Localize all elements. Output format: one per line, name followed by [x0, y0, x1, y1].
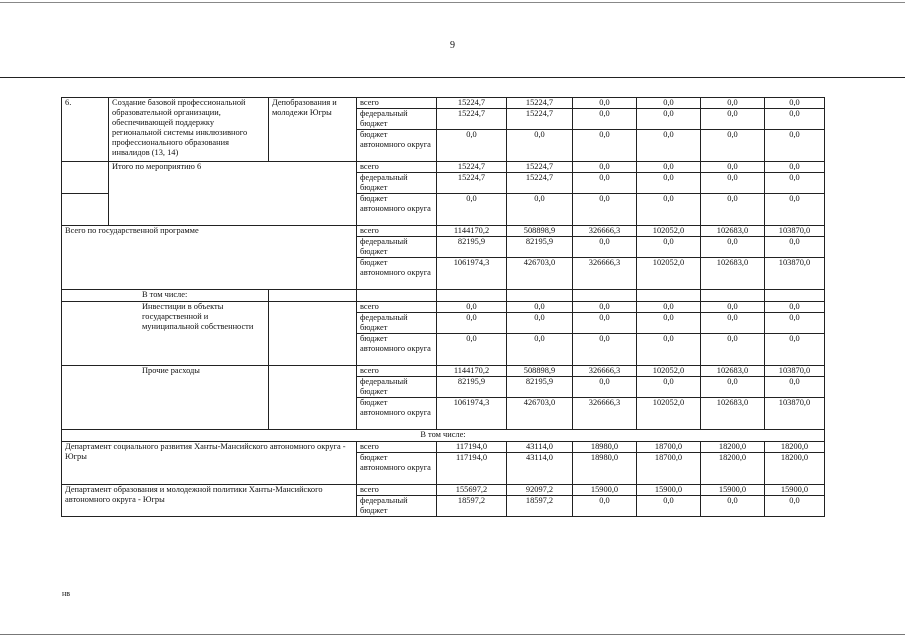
activity-executor: Депобразования и молодежи Югры: [269, 98, 357, 162]
value-cell: 0,0: [573, 162, 637, 173]
value-cell: 0,0: [437, 313, 507, 334]
value-cell: 0,0: [765, 173, 825, 194]
value-cell: 102683,0: [701, 258, 765, 290]
value-cell: 326666,3: [573, 366, 637, 377]
table-row: [62, 290, 825, 302]
value-cell: 0,0: [637, 334, 701, 366]
value-cell: 102052,0: [637, 226, 701, 237]
page-number: 9: [450, 40, 455, 51]
blank-cell: [357, 290, 437, 302]
value-cell: 0,0: [437, 302, 507, 313]
value-cell: 0,0: [765, 194, 825, 226]
value-cell: 1144170,2: [437, 226, 507, 237]
value-cell: 15224,7: [507, 173, 573, 194]
value-cell: 0,0: [765, 98, 825, 109]
value-cell: 102052,0: [637, 258, 701, 290]
value-cell: 102683,0: [701, 226, 765, 237]
kind-district: бюджет автономного округа: [357, 453, 437, 485]
value-cell: 0,0: [437, 130, 507, 162]
value-cell: 0,0: [437, 334, 507, 366]
value-cell: 18200,0: [701, 453, 765, 485]
blank-cell: [62, 162, 109, 173]
value-cell: 426703,0: [507, 258, 573, 290]
kind-federal: федеральный бюджет: [357, 313, 437, 334]
value-cell: 0,0: [573, 302, 637, 313]
footer-mark: нв: [62, 589, 71, 598]
including-label: В том числе:: [62, 430, 825, 442]
blank-cell: [573, 290, 637, 302]
header-rule: [0, 77, 905, 78]
kind-total: всего: [357, 98, 437, 109]
value-cell: 15900,0: [765, 485, 825, 496]
blank-cell: [269, 302, 357, 366]
value-cell: 0,0: [573, 496, 637, 517]
value-cell: 0,0: [701, 334, 765, 366]
value-cell: 103870,0: [765, 226, 825, 237]
value-cell: 326666,3: [573, 398, 637, 430]
kind-federal: федеральный бюджет: [357, 377, 437, 398]
kind-district: бюджет автономного округа: [357, 258, 437, 290]
value-cell: 15224,7: [507, 162, 573, 173]
value-cell: 0,0: [507, 302, 573, 313]
value-cell: 1061974,3: [437, 258, 507, 290]
value-cell: 18700,0: [637, 442, 701, 453]
including-label: [62, 290, 269, 302]
value-cell: 0,0: [637, 237, 701, 258]
blank-cell: [437, 290, 507, 302]
value-cell: 82195,9: [507, 377, 573, 398]
other-label: Прочие расходы: [142, 366, 200, 375]
value-cell: 0,0: [765, 237, 825, 258]
kind-district: бюджет автономного округа: [357, 398, 437, 430]
value-cell: 0,0: [637, 109, 701, 130]
value-cell: 0,0: [573, 237, 637, 258]
kind-total: всего: [357, 366, 437, 377]
value-cell: 0,0: [507, 313, 573, 334]
kind-total: всего: [357, 485, 437, 496]
including-text: В том числе:: [142, 290, 188, 299]
table-row: [62, 302, 825, 313]
table-row: [62, 485, 825, 496]
value-cell: 102683,0: [701, 366, 765, 377]
dept-social-label: Департамент социального развития Ханты-Мансийского автономного округа - Югры: [62, 442, 357, 485]
value-cell: 0,0: [701, 173, 765, 194]
value-cell: 15900,0: [573, 485, 637, 496]
blank-cell: [269, 290, 357, 302]
value-cell: 0,0: [637, 194, 701, 226]
program-total-label: Всего по государственной программе: [62, 226, 357, 290]
value-cell: 0,0: [507, 194, 573, 226]
value-cell: 0,0: [573, 109, 637, 130]
value-cell: 508898,9: [507, 226, 573, 237]
value-cell: 0,0: [765, 334, 825, 366]
scan-edge-bottom: [0, 634, 905, 635]
blank-cell: [62, 194, 109, 226]
value-cell: 82195,9: [437, 237, 507, 258]
kind-federal: федеральный бюджет: [357, 496, 437, 517]
value-cell: 43114,0: [507, 453, 573, 485]
value-cell: 0,0: [701, 496, 765, 517]
value-cell: 0,0: [637, 162, 701, 173]
value-cell: 0,0: [507, 130, 573, 162]
value-cell: 18597,2: [507, 496, 573, 517]
table-row: [62, 98, 825, 109]
value-cell: 18700,0: [637, 453, 701, 485]
value-cell: 18200,0: [765, 453, 825, 485]
activity-total-label: Итого по мероприятию 6: [109, 162, 357, 226]
value-cell: 82195,9: [507, 237, 573, 258]
value-cell: 18200,0: [701, 442, 765, 453]
table-row: [62, 162, 825, 173]
value-cell: 0,0: [573, 377, 637, 398]
value-cell: 0,0: [637, 496, 701, 517]
value-cell: 102052,0: [637, 398, 701, 430]
value-cell: 0,0: [701, 377, 765, 398]
value-cell: 43114,0: [507, 442, 573, 453]
value-cell: 18980,0: [573, 453, 637, 485]
value-cell: 0,0: [637, 130, 701, 162]
kind-total: всего: [357, 442, 437, 453]
value-cell: 15224,7: [507, 109, 573, 130]
scan-edge-top: [0, 2, 905, 3]
value-cell: 326666,3: [573, 258, 637, 290]
budget-table: [61, 97, 825, 517]
value-cell: 0,0: [765, 302, 825, 313]
value-cell: 0,0: [507, 334, 573, 366]
value-cell: 92097,2: [507, 485, 573, 496]
dept-education-label: Департамент образования и молодежной политики Ханты-Мансийского автономного округа - Югры: [62, 485, 357, 517]
value-cell: 0,0: [701, 313, 765, 334]
value-cell: 326666,3: [573, 226, 637, 237]
value-cell: 0,0: [701, 162, 765, 173]
value-cell: 102052,0: [637, 366, 701, 377]
table-row: [62, 226, 825, 237]
value-cell: 102683,0: [701, 398, 765, 430]
kind-district: бюджет автономного округа: [357, 130, 437, 162]
value-cell: 103870,0: [765, 398, 825, 430]
value-cell: 103870,0: [765, 258, 825, 290]
kind-total: всего: [357, 302, 437, 313]
value-cell: 0,0: [637, 302, 701, 313]
value-cell: 0,0: [701, 302, 765, 313]
value-cell: 0,0: [765, 313, 825, 334]
value-cell: 18597,2: [437, 496, 507, 517]
blank-cell: [507, 290, 573, 302]
value-cell: 0,0: [637, 377, 701, 398]
value-cell: 18200,0: [765, 442, 825, 453]
value-cell: 0,0: [573, 334, 637, 366]
value-cell: 155697,2: [437, 485, 507, 496]
value-cell: 15224,7: [437, 98, 507, 109]
value-cell: 0,0: [765, 377, 825, 398]
value-cell: 0,0: [765, 496, 825, 517]
value-cell: 0,0: [573, 313, 637, 334]
value-cell: 0,0: [765, 162, 825, 173]
investments-label: Инвестиции в объекты государственной и муниципальной собственности: [142, 302, 254, 331]
value-cell: 0,0: [701, 98, 765, 109]
kind-federal: федеральный бюджет: [357, 173, 437, 194]
blank-cell: [701, 290, 765, 302]
table-row: [62, 430, 825, 442]
kind-federal: федеральный бюджет: [357, 109, 437, 130]
blank-cell: [637, 290, 701, 302]
blank-cell: [62, 173, 109, 194]
value-cell: 0,0: [437, 194, 507, 226]
blank-cell: [269, 366, 357, 430]
value-cell: 15224,7: [437, 109, 507, 130]
value-cell: 0,0: [573, 194, 637, 226]
table-row: [62, 442, 825, 453]
value-cell: 0,0: [765, 109, 825, 130]
value-cell: 0,0: [701, 237, 765, 258]
table-row: [62, 366, 825, 377]
kind-total: всего: [357, 162, 437, 173]
value-cell: 0,0: [573, 98, 637, 109]
value-cell: 15224,7: [437, 162, 507, 173]
value-cell: 0,0: [573, 130, 637, 162]
value-cell: 82195,9: [437, 377, 507, 398]
value-cell: 0,0: [701, 194, 765, 226]
blank-cell: [765, 290, 825, 302]
kind-federal: федеральный бюджет: [357, 237, 437, 258]
value-cell: 0,0: [765, 130, 825, 162]
investments-label-cell: [62, 302, 269, 366]
value-cell: 0,0: [701, 130, 765, 162]
value-cell: 1061974,3: [437, 398, 507, 430]
kind-district: бюджет автономного округа: [357, 194, 437, 226]
value-cell: 0,0: [637, 98, 701, 109]
kind-total: всего: [357, 226, 437, 237]
value-cell: 15900,0: [701, 485, 765, 496]
value-cell: 0,0: [637, 313, 701, 334]
value-cell: 0,0: [637, 173, 701, 194]
activity-index: 6.: [62, 98, 109, 162]
value-cell: 117194,0: [437, 453, 507, 485]
value-cell: 15900,0: [637, 485, 701, 496]
value-cell: 426703,0: [507, 398, 573, 430]
activity-name: Создание базовой профессиональной образовательной организации, обеспечивающей поддержку региональной системы инклюзивного профессионального образования инвалидов (13, 14): [109, 98, 269, 162]
value-cell: 0,0: [701, 109, 765, 130]
other-label-cell: [62, 366, 269, 430]
value-cell: 15224,7: [437, 173, 507, 194]
value-cell: 18980,0: [573, 442, 637, 453]
value-cell: 15224,7: [507, 98, 573, 109]
value-cell: 0,0: [573, 173, 637, 194]
value-cell: 508898,9: [507, 366, 573, 377]
value-cell: 117194,0: [437, 442, 507, 453]
value-cell: 103870,0: [765, 366, 825, 377]
kind-district: бюджет автономного округа: [357, 334, 437, 366]
value-cell: 1144170,2: [437, 366, 507, 377]
